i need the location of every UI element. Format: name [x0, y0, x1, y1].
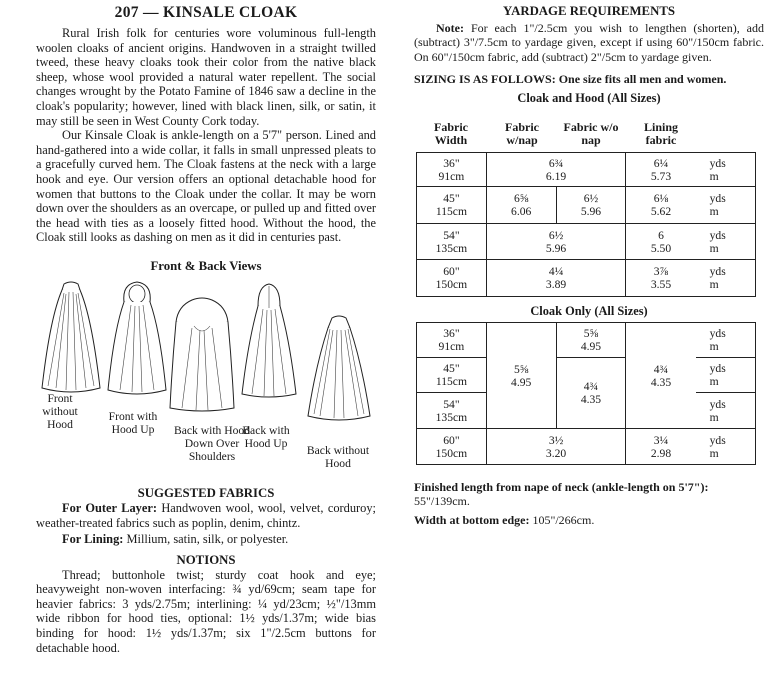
table2-cell-without-nap: 5⅝ 4.95 [556, 323, 626, 358]
garment-views [36, 274, 376, 474]
yardage-note-label: Note: [436, 21, 464, 35]
table1-cell-nap: 6½ 5.96 [486, 224, 626, 260]
table2-title: Cloak Only (All Sizes) [530, 304, 648, 318]
caption-back-hood-down: Back with Hood Down Over Shoulders [174, 423, 250, 463]
table1-cell-width: 60" 150cm [417, 260, 487, 297]
table-row [417, 260, 756, 297]
table2-cell-units: yds m [696, 358, 756, 393]
table-row [417, 358, 756, 393]
table2-cell-lining: 3¼ 2.98 [626, 429, 696, 465]
table2-cell-units: yds m [696, 393, 756, 429]
cloak-only-table [416, 322, 756, 465]
fabrics-outer-text: Handwoven wool, wool, velvet, corduroy; weather-treated fabrics such as poplin, denim, chintz. [36, 500, 376, 530]
table1-title: Cloak and Hood (All Sizes) [517, 91, 661, 106]
pattern-title: 207 — KINSALE CLOAK [114, 4, 298, 21]
caption-back-without-hood: Back without Hood [306, 443, 370, 470]
caption-back-hood-up: Back with Hood Up [242, 423, 290, 450]
back-without-hood-illustration [304, 314, 374, 424]
table1-header-lining: Lining fabric [643, 120, 679, 147]
table2-cell-units: yds m [696, 429, 756, 465]
table2-cell-width: 54" 135cm [417, 393, 487, 429]
sizing-statement: SIZING IS AS FOLLOWS: One size fits all men and women. [414, 72, 727, 87]
table-row [417, 224, 756, 260]
table2-cell-width: 45" 115cm [417, 358, 487, 393]
table1-cell-units: yds m [696, 187, 756, 224]
table1-cell-lining: 6¼ 5.73 [626, 153, 696, 187]
caption-front-without-hood: Front without Hood [42, 391, 78, 431]
table1-cell-nap: 6¾ 6.19 [486, 153, 626, 187]
table1-cell-units: yds m [696, 224, 756, 260]
table1-cell-nap: 6⅝ 6.06 [486, 187, 556, 224]
table1-cell-width: 36" 91cm [417, 153, 487, 187]
table2-cell-width: 60" 150cm [417, 429, 487, 465]
fabrics-lining-text: Millium, satin, silk, or polyester. [126, 532, 289, 547]
table1-cell-units: yds m [696, 260, 756, 297]
yardage-heading: YARDAGE REQUIREMENTS [503, 4, 675, 18]
fabrics-lining [36, 532, 376, 547]
table2-cell-width: 36" 91cm [417, 323, 487, 358]
notions-text: Thread; buttonhole twist; sturdy coat hook and eye; heavyweight non-woven interfacing: ¾ yd/69cm; seam tape for heavier fabrics: 3 yds/2.75m; interlining: ¼ yd/23cm; ½"/13mm wide ribbon for hood ties, optional: 1½ yds/1.37m; wide bias binding for hood: 1½ yds/1.37m; six 1"/2.5cm buttons for detachable hood. [36, 567, 376, 655]
fabrics-lining-label: For Lining: [62, 532, 124, 547]
bottom-width [414, 513, 764, 527]
table2-cell-lining: 4¾ 4.35 [626, 323, 696, 429]
back-hood-up-illustration [236, 282, 302, 402]
back-hood-down-illustration [166, 296, 238, 416]
finished-length-value: 55"/139cm. [414, 494, 470, 508]
table2-cell-nap: 5⅝ 4.95 [486, 323, 556, 429]
table2-cell-nap: 3½ 3.20 [486, 429, 626, 465]
front-without-hood-illustration [36, 278, 106, 398]
table-row [417, 429, 756, 465]
table-row [417, 153, 756, 187]
left-column [36, 4, 376, 655]
notions-heading: NOTIONS [176, 552, 236, 567]
table1-header-width: Fabric Width [434, 120, 468, 147]
table2-cell-units: yds m [696, 323, 756, 358]
fabrics-outer-label: For Outer Layer: [62, 500, 157, 515]
table1-cell-width: 45" 115cm [417, 187, 487, 224]
table1-cell-width: 54" 135cm [417, 224, 487, 260]
table1-cell-lining: 6 5.50 [626, 224, 696, 260]
front-with-hood-up-illustration [102, 280, 172, 400]
table-row [417, 187, 756, 224]
fabrics-outer [36, 501, 376, 530]
cloak-and-hood-table [416, 152, 756, 297]
table2-cell-without-nap: 4¾ 4.35 [556, 358, 626, 429]
table-row [417, 323, 756, 358]
intro-paragraph-1: Rural Irish folk for centuries wore voluminous full-length woolen cloaks of ancient origins. Handwoven in a straight twilled tweed, these heavy cloaks took their color from the native black sheep, whose wool provided a natural water repellent. The social changes wrought by the Potato Famine of 1846 saw a decline in the cloak's popularity; however, lined with black linen, silk, or satin, it may still be seen in West County Cork today. [36, 26, 376, 128]
bottom-width-value: 105"/266cm. [532, 513, 595, 527]
intro-paragraph-2: Our Kinsale Cloak is ankle-length on a 5'7" person. Lined and hand-gathered into a wide collar, it falls in small unpressed pleats to a gracefully curved hem. The Cloak fastens at the neck with a large hook and eye. Our version offers an optional detachable hood for women that buttons to the Cloak under the collar. It may be worn down over the shoulders as an overcape, or pulled up and fitted over the head with ties as a loosely fitted hood. Without the hood, the Cloak still looks as dashing on men as it did in centuries past. [36, 128, 376, 245]
table1-cell-without-nap: 6½ 5.96 [556, 187, 626, 224]
table1-cell-units: yds m [696, 153, 756, 187]
yardage-note [414, 21, 764, 64]
table1-cell-lining: 6⅛ 5.62 [626, 187, 696, 224]
measurements-block [414, 480, 764, 527]
right-column [414, 4, 764, 106]
table1-cell-lining: 3⅞ 3.55 [626, 260, 696, 297]
yardage-note-text: For each 1"/2.5cm you wish to lengthen (shorten), add (subtract) 3"/7.5cm to yardage given, except if using 60"/150cm fabric. On 60"/150cm fabric, add (subtract) 2"/5cm to yardage given. [414, 21, 765, 64]
finished-length-label: Finished length from nape of neck (ankle-length on 5'7"): [414, 480, 709, 494]
finished-length [414, 480, 764, 508]
table1-cell-nap: 4¼ 3.89 [486, 260, 626, 297]
caption-front-with-hood-up: Front with Hood Up [108, 409, 158, 436]
fabrics-heading: SUGGESTED FABRICS [137, 485, 275, 500]
table1-header-without-nap: Fabric w/o nap [563, 120, 619, 147]
bottom-width-label: Width at bottom edge: [414, 513, 530, 527]
views-heading: Front & Back Views [150, 258, 262, 273]
table1-header-nap: Fabric w/nap [505, 120, 539, 147]
